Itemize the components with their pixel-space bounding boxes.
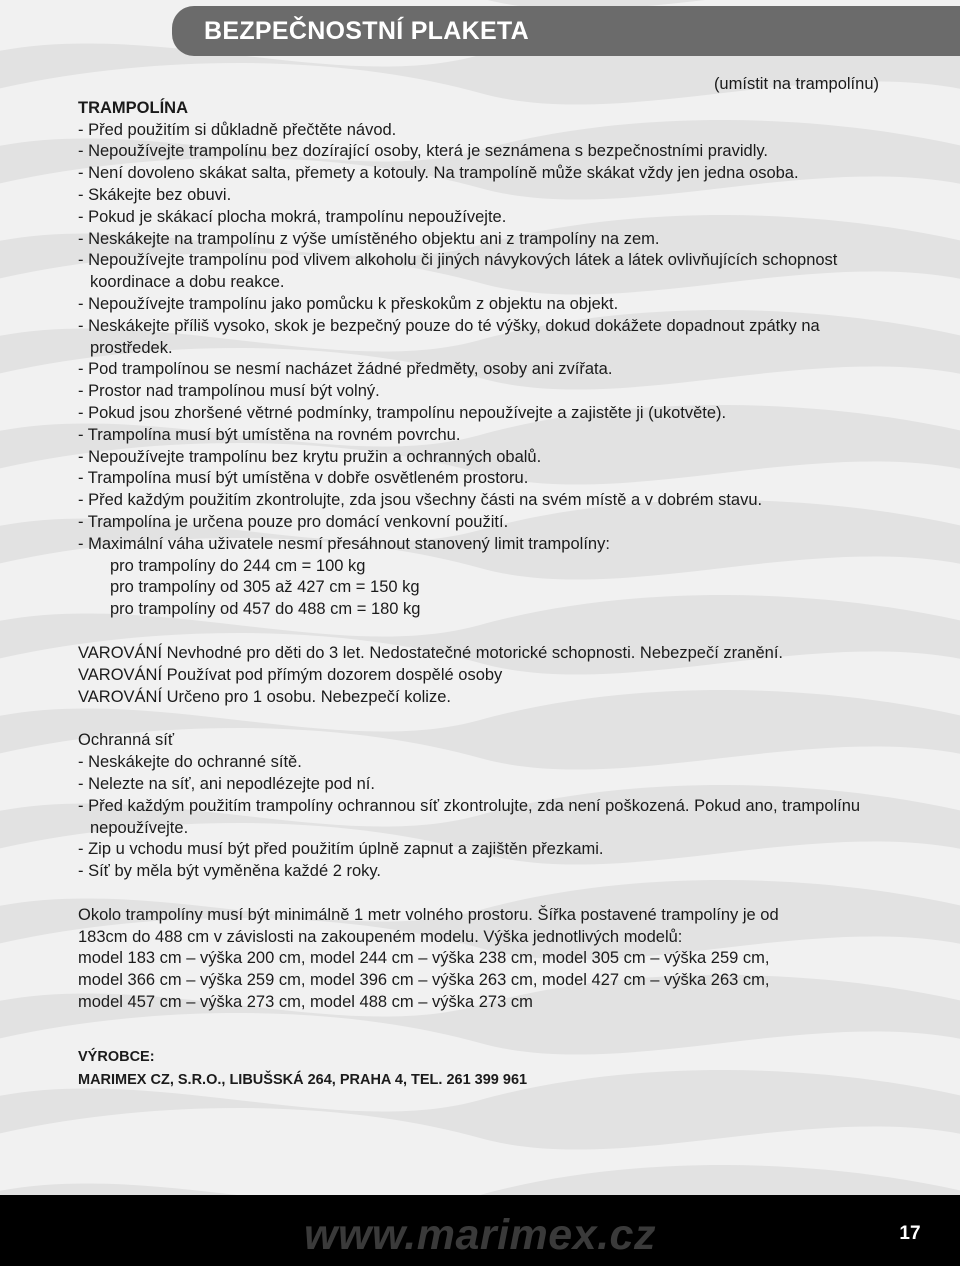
page-title: BEZPEČNOSTNÍ PLAKETA xyxy=(204,17,529,45)
warnings xyxy=(78,643,888,708)
rule-item: - Neskákejte na trampolínu z výše umístěného objektu ani z trampolíny na zem. xyxy=(78,229,660,248)
producer-details: MARIMEX CZ, S.R.O., LIBUŠSKÁ 264, PRAHA 4, TEL. 261 399 961 xyxy=(78,1071,528,1088)
net-section xyxy=(78,730,888,883)
producer-label: VÝROBCE: xyxy=(78,1048,155,1065)
space-line: model 366 cm – výška 259 cm, model 396 cm – výška 263 cm, model 427 cm – výška 263 cm, xyxy=(78,971,770,990)
website-url: www.marimex.cz xyxy=(304,1211,656,1259)
weight-limit-item: pro trampolíny od 305 až 427 cm = 150 kg xyxy=(110,578,420,597)
warning-line: VAROVÁNÍ Určeno pro 1 osobu. Nebezpečí kolize. xyxy=(78,687,451,706)
rule-item: - Není dovoleno skákat salta, přemety a kotouly. Na trampolíně může skákat vždy jen jedna osoba. xyxy=(78,164,799,183)
rule-item: - Před použitím si důkladně přečtěte návod. xyxy=(78,120,397,139)
trampoline-rules xyxy=(78,120,888,556)
net-section-title: Ochranná síť xyxy=(78,731,175,750)
space-line: 183cm do 488 cm v závislosti na zakoupeném modelu. Výška jednotlivých modelů: xyxy=(78,927,683,946)
rule-item: - Trampolína musí být umístěna na rovném povrchu. xyxy=(78,425,461,444)
header-bar xyxy=(172,6,960,56)
space-line: Okolo trampolíny musí být minimálně 1 metr volného prostoru. Šířka postavené trampolíny je od xyxy=(78,905,779,924)
rule-item: - Skákejte bez obuvi. xyxy=(78,185,232,204)
rule-item: - Trampolína musí být umístěna v dobře osvětleném prostoru. xyxy=(78,469,529,488)
producer-block xyxy=(78,1046,888,1092)
page-number: 17 xyxy=(899,1223,921,1244)
warning-line: VAROVÁNÍ Používat pod přímým dozorem dospělé osoby xyxy=(78,665,503,684)
net-rule-item: - Neskákejte do ochranné sítě. xyxy=(78,753,302,772)
net-rule-item: - Zip u vchodu musí být před použitím úplně zapnut a zajištěn přezkami. xyxy=(78,840,604,859)
rule-item: - Pod trampolínou se nesmí nacházet žádné předměty, osoby ani zvířata. xyxy=(78,360,613,379)
space-requirements xyxy=(78,905,888,1014)
rule-item: - Nepoužívejte trampolínu jako pomůcku k přeskokům z objektu na objekt. xyxy=(78,294,619,313)
rule-item: - Prostor nad trampolínou musí být volný. xyxy=(78,382,380,401)
footer-bar xyxy=(0,1195,960,1266)
rule-item: - Neskákejte příliš vysoko, skok je bezpečný pouze do té výšky, dokud dokážete dopadnout zpátky na prostředek. xyxy=(78,316,820,357)
net-rule-item: - Nelezte na síť, ani nepodlézejte pod ní. xyxy=(78,774,375,793)
net-rule-item: - Před každým použitím trampolíny ochrannou síť zkontrolujte, zda není poškozená. Pokud ano, trampolínu nepoužívejte. xyxy=(78,796,861,837)
rule-item: - Nepoužívejte trampolínu pod vlivem alkoholu či jiných návykových látek a látek ovlivňujících schopnost koordinace a dobu reakce. xyxy=(78,251,838,292)
rule-item: - Trampolína je určena pouze pro domácí venkovní použití. xyxy=(78,512,509,531)
rule-item: - Pokud je skákací plocha mokrá, trampolínu nepoužívejte. xyxy=(78,207,507,226)
trampoline-section-title: TRAMPOLÍNA xyxy=(78,98,188,117)
rule-item: - Maximální váha uživatele nesmí přesáhnout stanovený limit trampolíny: xyxy=(78,534,610,553)
space-line: model 457 cm – výška 273 cm, model 488 cm – výška 273 cm xyxy=(78,993,533,1012)
space-line: model 183 cm – výška 200 cm, model 244 cm – výška 238 cm, model 305 cm – výška 259 cm, xyxy=(78,949,770,968)
rule-item: - Nepoužívejte trampolínu bez dozírající osoby, která je seznámena s bezpečnostními pravidly. xyxy=(78,142,768,161)
placement-note: (umístit na trampolínu) xyxy=(713,75,879,93)
rule-item: - Před každým použitím zkontrolujte, zda jsou všechny části na svém místě a v dobrém stavu. xyxy=(78,491,763,510)
warning-line: VAROVÁNÍ Nevhodné pro děti do 3 let. Nedostatečné motorické schopnosti. Nebezpečí zranění. xyxy=(78,643,783,662)
net-rules xyxy=(78,752,888,883)
weight-limit-item: pro trampolíny od 457 do 488 cm = 180 kg xyxy=(110,600,421,619)
document-body xyxy=(78,74,888,1092)
rule-item: - Pokud jsou zhoršené větrné podmínky, trampolínu nepoužívejte a zajistěte ji (ukotvěte). xyxy=(78,403,727,422)
net-rule-item: - Síť by měla být vyměněna každé 2 roky. xyxy=(78,862,382,881)
weight-limit-item: pro trampolíny do 244 cm = 100 kg xyxy=(110,556,366,575)
weight-limits xyxy=(78,556,888,621)
rule-item: - Nepoužívejte trampolínu bez krytu pružin a ochranných obalů. xyxy=(78,447,542,466)
